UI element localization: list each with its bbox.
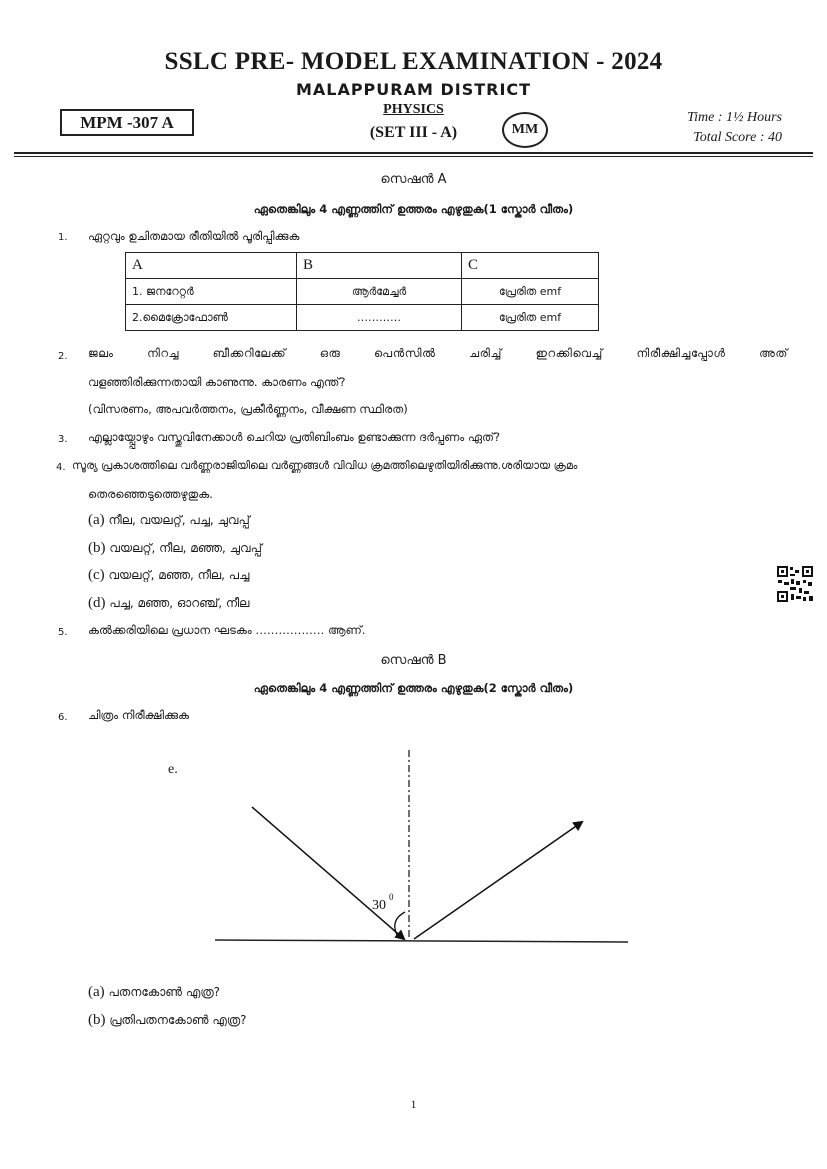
q1-text: ഏറ്റവും ഉചിതമായ രീതിയിൽ പൂരിപ്പിക്കുക	[88, 229, 300, 243]
option-label: (d)	[88, 595, 106, 611]
table-header-cell: A	[126, 253, 297, 279]
table-header-cell: C	[462, 253, 599, 279]
q4-option-a	[88, 512, 250, 529]
table-cell: ആർമേച്ചർ	[297, 279, 462, 305]
sub-question-text: പ്രതിപതനകോൺ എത്ര?	[109, 1013, 247, 1027]
section-b-heading: സെഷൻ B	[380, 653, 447, 668]
q2-number: 2.	[58, 351, 68, 362]
page-number: 1	[410, 1097, 417, 1111]
sub-question-text: പതനകോൺ എത്ര?	[108, 985, 221, 999]
paper-code: MPM -307 A	[60, 109, 194, 136]
q4-option-b	[88, 540, 262, 557]
table-header-row	[126, 253, 599, 279]
option-label: (c)	[88, 567, 105, 583]
incident-ray	[252, 807, 404, 939]
table-cell: …………	[297, 305, 462, 331]
option-label: (a)	[88, 512, 105, 528]
time-label: Time : 1½ Hours	[687, 110, 782, 125]
total-score-label: Total Score : 40	[693, 130, 782, 145]
mm-badge: MM	[502, 112, 548, 148]
table-header-cell: B	[297, 253, 462, 279]
table-cell: പ്രേരിത emf	[462, 279, 599, 305]
q3-text: എല്ലായ്പ്പോഴും വസ്തുവിനേക്കാൾ ചെറിയ പ്രതിബിംബം ഉണ്ടാക്കുന്ന ദർപ്പണം ഏത്?	[88, 430, 501, 444]
table-cell: പ്രേരിത emf	[462, 305, 599, 331]
table-row	[126, 305, 599, 331]
q2-options-hint: (വിസരണം, അപവർത്തനം, പ്രകീർണ്ണനം, വീക്ഷണ സ്ഥിരത)	[88, 402, 408, 416]
q5-number: 5.	[58, 627, 68, 638]
angle-arc	[395, 912, 405, 935]
section-a-heading: സെഷൻ A	[380, 172, 447, 187]
q4-option-d	[88, 595, 249, 612]
angle-degree-mark: 0	[389, 892, 394, 902]
exam-title: SSLC PRE- MODEL EXAMINATION - 2024	[164, 48, 663, 75]
q4-number: 4.	[56, 462, 66, 473]
qr-code-icon	[776, 565, 814, 603]
reflection-diagram	[200, 745, 640, 955]
section-a-instruction: ഏതെങ്കിലും 4 എണ്ണത്തിന് ഉത്തരം എഴുതുക(1 സ്കോർ വീതം)	[253, 202, 574, 216]
option-label: (b)	[88, 540, 106, 556]
subject-title: PHYSICS	[383, 102, 444, 117]
sub-question-label: (a)	[88, 984, 105, 1000]
q4-option-c	[88, 567, 249, 584]
q2-text-line2: വളഞ്ഞിരിക്കുന്നതായി കാണുന്നു. കാരണം എന്ത്?	[88, 375, 346, 389]
q6-text: ചിത്രം നിരീക്ഷിക്കുക	[88, 708, 189, 722]
table-row	[126, 279, 599, 305]
q6-sub-b	[88, 1012, 247, 1029]
mirror-line	[215, 940, 628, 942]
reflected-ray	[414, 822, 582, 939]
q6-sub-a	[88, 984, 220, 1001]
q3-number: 3.	[58, 434, 68, 445]
district-name: MALAPPURAM DISTRICT	[295, 80, 532, 99]
table-cell: 1. ജനറേറ്റർ	[126, 279, 297, 305]
option-text: നീല, വയലറ്റ്, പച്ച, ചുവപ്പ്	[108, 513, 250, 527]
option-text: വയലറ്റ്, നീല, മഞ്ഞ, ചുവപ്പ്	[109, 541, 262, 555]
angle-label: 30	[372, 898, 386, 913]
q1-number: 1.	[58, 232, 68, 243]
q4-text-line2: തെരഞ്ഞെടുത്തെഴുതുക.	[88, 487, 213, 501]
option-text: പച്ച, മഞ്ഞ, ഓറഞ്ച്, നീല	[109, 596, 250, 610]
q5-text: കൽക്കരിയിലെ പ്രധാന ഘടകം ……………… ആണ്.	[88, 623, 366, 637]
section-b-instruction: ഏതെങ്കിലും 4 എണ്ണത്തിന് ഉത്തരം എഴുതുക(2 സ്കോർ വീതം)	[253, 681, 574, 695]
option-text: വയലറ്റ്, മഞ്ഞ, നീല, പച്ച	[108, 568, 250, 582]
set-label: (SET III - A)	[369, 124, 458, 141]
table-cell: 2.മൈക്രോഫോൺ	[126, 305, 297, 331]
header-divider-thin	[14, 156, 813, 157]
header-divider	[14, 152, 813, 154]
sub-question-label: (b)	[88, 1012, 106, 1028]
q6-number: 6.	[58, 712, 68, 723]
q4-text-line1: സൂര്യ പ്രകാശത്തിലെ വർണ്ണരാജിയിലെ വർണ്ണങ്ങൾ വിവിധ ക്രമത്തിലെഴുതിയിരിക്കുന്നു.ശരിയായ ക്രമം	[72, 459, 578, 472]
q2-text-line1: ജലം നിറച്ച ബീക്കറിലേക്ക് ഒരു പെൻസിൽ ചരിച്ച് ഇറക്കിവെച്ച് നിരീക്ഷിച്ചപ്പോൾ അത്	[88, 346, 788, 360]
q1-match-table	[125, 252, 599, 331]
figure-label: e.	[168, 762, 178, 777]
